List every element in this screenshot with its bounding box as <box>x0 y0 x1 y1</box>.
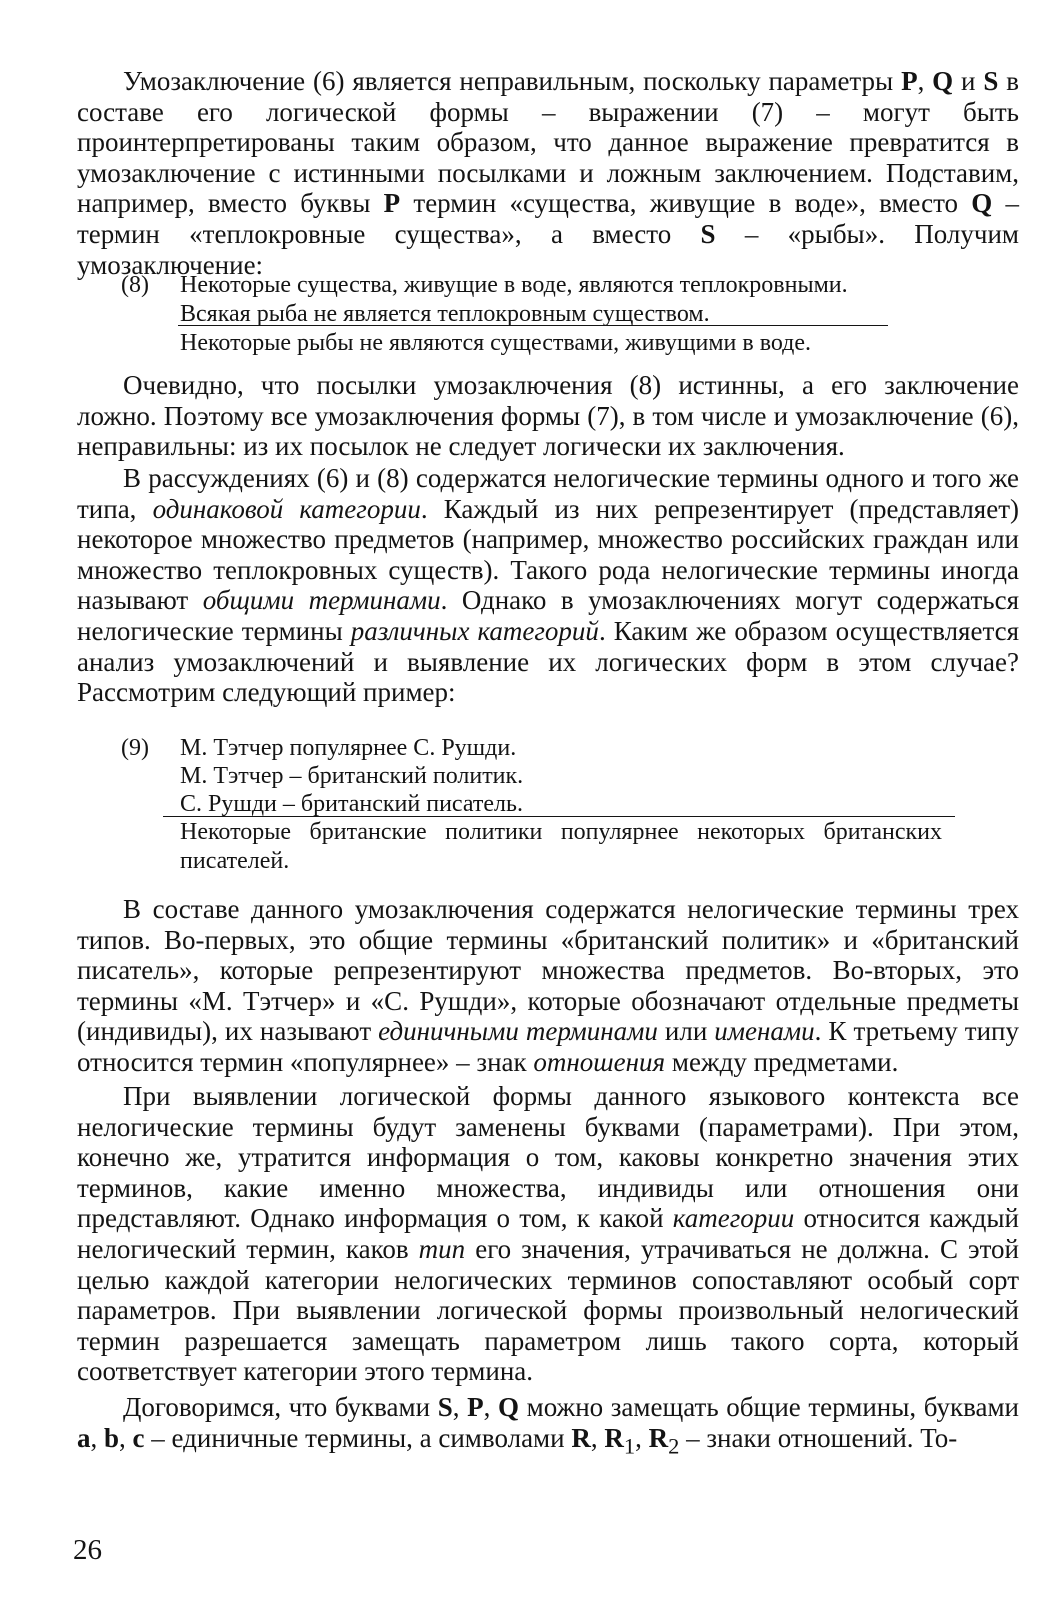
inference-line <box>163 816 955 817</box>
inference-line <box>178 325 888 326</box>
paragraph-parameter-sorts: При выявлении логической формы данного языкового контекста все нелогические термины будут заменены буквами (параметрами). При этом, конечно же, утратится информация о том, каковы конкретно значения этих терминов, какие именно множества, индивиды или отношения они представляют. Однако информация о том, к какой категории относится каждый нелогический термин, каков тип его значения, утрачиваться не должна. С этой целью каждой категории нелогических терминов сопоставляют особый сорт параметров. При выявлении логической формы произвольный нелогический термин разрешается замещать параметром лишь такого сорта, который соответствует категории этого термина. <box>77 1081 1019 1387</box>
page-number: 26 <box>73 1534 102 1566</box>
premise-1: М. Тэтчер популярнее С. Рушди. <box>180 735 517 761</box>
conclusion: Некоторые британские политики популярнее некоторых британских писателей. <box>180 819 942 874</box>
example-number: (8) <box>121 272 149 298</box>
paragraph-term-categories: В рассуждениях (6) и (8) содержатся нелогические термины одного и того же типа, одинаковой категории. Каждый из них репрезентирует (представляет) некоторое множество предметов (например, множество российских граждан или множество теплокровных существ). Такого рода нелогические термины иногда называют общими терминами. Однако в умозаключениях могут содержаться нелогические термины различных категорий. Каким же образом осуществляется анализ умозаключений и выявление их логических форм в этом случае? Рассмотрим следующий пример: <box>77 463 1019 708</box>
conclusion: Некоторые рыбы не являются существами, живущими в воде. <box>180 330 812 356</box>
paragraph-invalid-inference: Умозаключение (6) является неправильным, поскольку параметры P, Q и S в составе его логической формы – выражении (7) – могут быть проинтерпретированы таким образом, что данное выражение превратится в умозаключение с истинными посылками и ложным заключением. Подставим, например, вместо буквы P термин «существа, живущие в воде», вместо Q – термин «теплокровные существа», а вместо S – «рыбы». Получим умозаключение: <box>77 66 1020 280</box>
premise-1: Некоторые существа, живущие в воде, являются теплокровными. <box>180 272 848 298</box>
premise-3: С. Рушди – британский писатель. <box>180 791 523 817</box>
paragraph-term-types: В составе данного умозаключения содержатся нелогические термины трех типов. Во-первых, это общие термины «британский политик» и «британский писатель», которые репрезентируют множества предметов. Во-вторых, это термины «М. Тэтчер» и «С. Рушди», которые обозначают отдельные предметы (индивиды), их называют единичными терминами или именами. К третьему типу относится термин «популярнее» – знак отношения между предметами. <box>77 894 1019 1077</box>
premise-2: Всякая рыба не является теплокровным существом. <box>180 301 710 327</box>
example-number: (9) <box>121 735 149 761</box>
paragraph-premises-true: Очевидно, что посылки умозаключения (8) истинны, а его заключение ложно. Поэтому все умозаключения формы (7), в том числе и умозаключение (6), неправильны: из их посылок не следует логически их заключения. <box>77 370 1019 462</box>
premise-2: М. Тэтчер – британский политик. <box>180 763 524 789</box>
paragraph-notation: Договоримся, что буквами S, P, Q можно замещать общие термины, буквами a, b, c – единичные термины, а символами R, $R_1$, $R_2$ – знаки отношений. То- <box>77 1392 1019 1458</box>
